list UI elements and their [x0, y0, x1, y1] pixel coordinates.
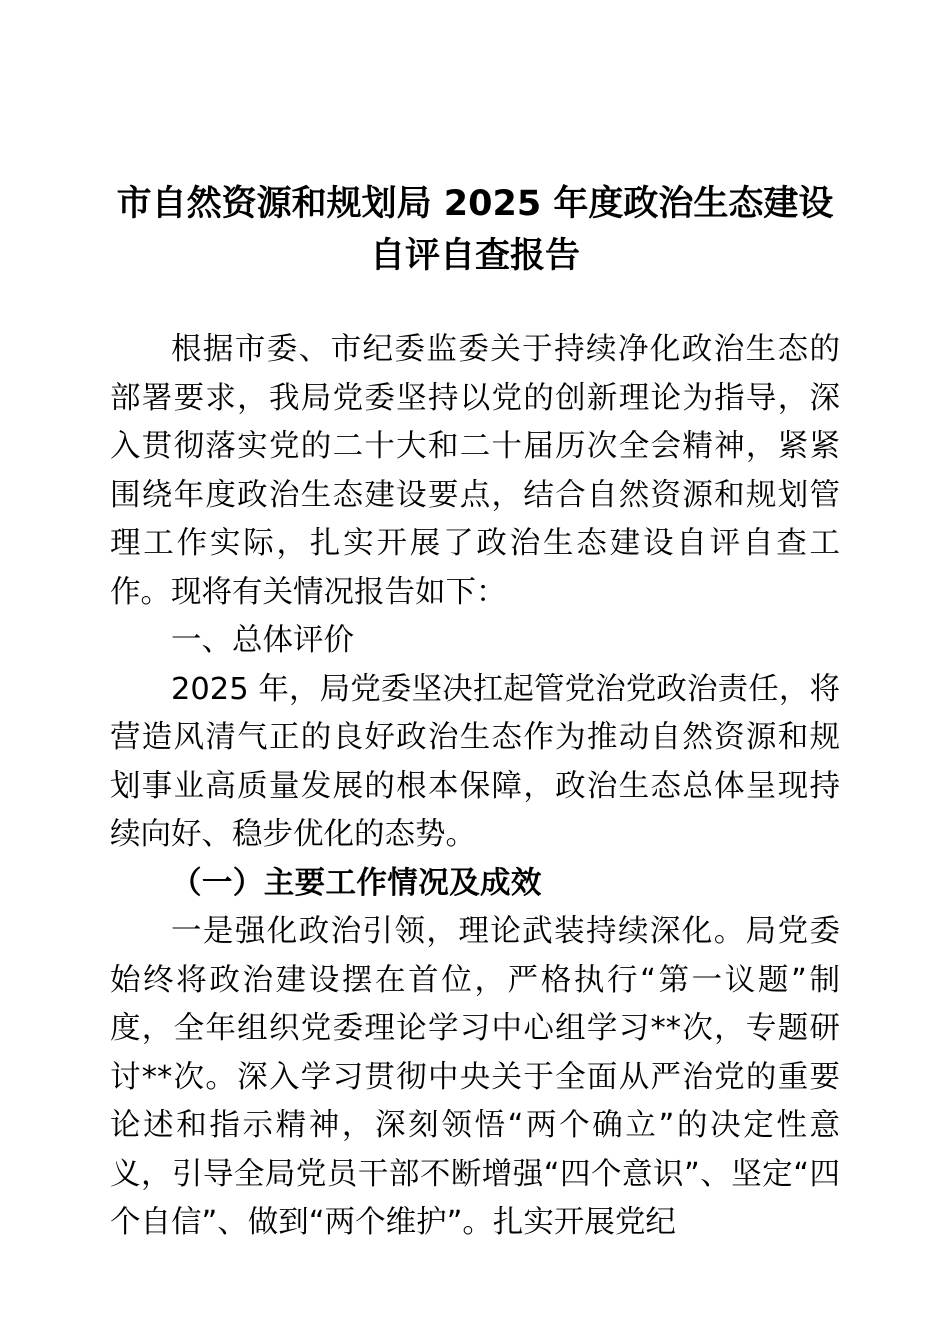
overall-evaluation-paragraph: 2025 年，局党委坚决扛起管党治党政治责任，将营造风清气正的良好政治生态作为推动自然资源和规划事业高质量发展的根本保障，政治生态总体呈现持续向好、稳步优化的态势。 [110, 671, 840, 852]
section-one-heading: 一、总体评价 [171, 623, 354, 658]
document-content [110, 178, 840, 1248]
document-title: 市自然资源和规划局 2025 年度政治生态建设自评自查报告 [116, 184, 834, 276]
point-one-paragraph: 一是强化政治引领，理论武装持续深化。局党委始终将政治建设摆在首位，严格执行“第一议题”制度，全年组织党委理论学习中心组学习**次，专题研讨**次。深入学习贯彻中央关于全面从严治党的重要论述和指示精神，深刻领悟“两个确立”的决定性意义，引导全局党员干部不断增强“四个意识”、坚定“四个自信”、做到“两个维护”。扎实开展党纪 [110, 914, 840, 1240]
intro-paragraph: 根据市委、市纪委监委关于持续净化政治生态的部署要求，我局党委坚持以党的创新理论为指导，深入贯彻落实党的二十大和二十届历次全会精神，紧紧围绕年度政治生态建设要点，结合自然资源和规划管理工作实际，扎实开展了政治生态建设自评自查工作。现将有关情况报告如下： [110, 332, 840, 610]
subsection-one-heading: （一）主要工作情况及成效 [171, 865, 542, 901]
